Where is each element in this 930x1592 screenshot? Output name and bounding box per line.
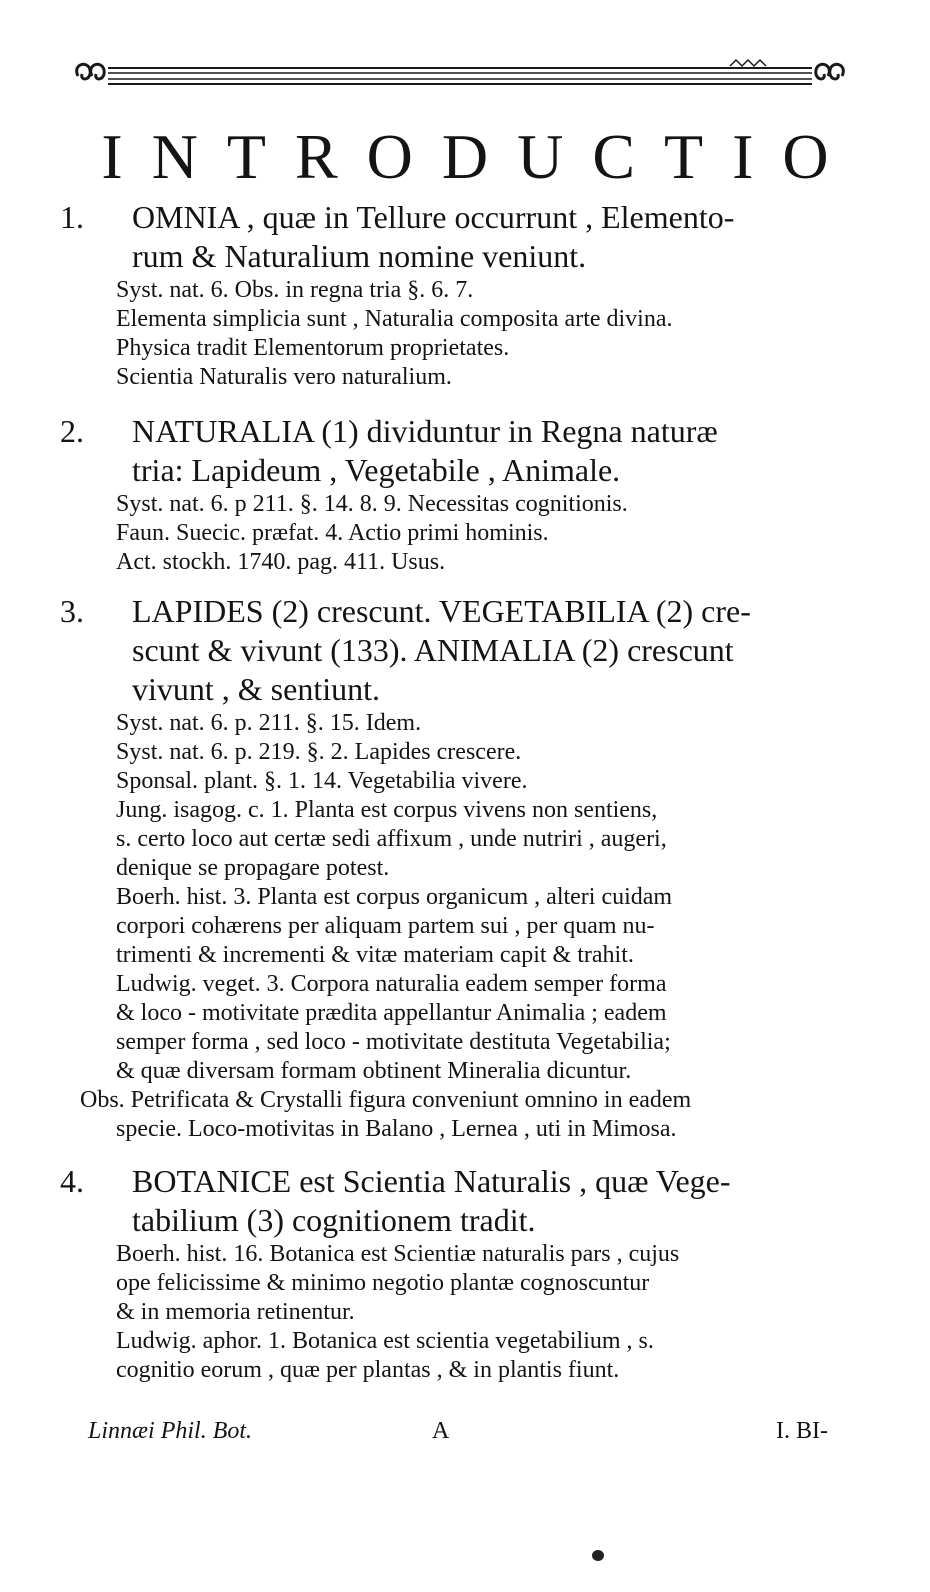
paragraph-main-line: vivunt , & sentiunt. xyxy=(132,671,380,707)
signature-mark: A xyxy=(432,1418,450,1444)
paragraph-4 xyxy=(60,1162,860,1385)
note-line: Boerh. hist. 16. Botanica est Scientiæ naturalis pars , cujus xyxy=(116,1241,680,1267)
paragraph-3 xyxy=(60,592,860,1144)
catchword: I. BI- xyxy=(776,1418,828,1444)
note-line: Syst. nat. 6. p. 219. §. 2. Lapides crescere. xyxy=(116,739,522,765)
catchline-title: Linnæi Phil. Bot. xyxy=(88,1418,253,1444)
paragraph-number: 2. xyxy=(60,413,84,449)
paragraph-main-line: tabilium (3) cognitionem tradit. xyxy=(132,1202,536,1238)
note-line: Scientia Naturalis vero naturalium. xyxy=(116,364,452,390)
main-text: LAPIDES (2) crescunt. VEGETABILIA (2) cre- xyxy=(132,593,751,629)
note-line: Syst. nat. 6. p 211. §. 14. 8. 9. Necessitas cognitionis. xyxy=(116,491,628,517)
note-line: Physica tradit Elementorum proprietates. xyxy=(116,335,510,361)
note-line: trimenti & incrementi & vitæ materiam capit & trahit. xyxy=(116,942,634,968)
note-line: Sponsal. plant. §. 1. 14. Vegetabilia vivere. xyxy=(116,768,528,794)
ink-spot xyxy=(592,1550,604,1561)
page-title: INTRODUCTIO xyxy=(101,121,858,192)
note-line: Act. stockh. 1740. pag. 411. Usus. xyxy=(116,549,446,575)
main-text: BOTANICE est Scientia Naturalis , quæ Vege- xyxy=(132,1163,731,1199)
note-line: ope felicissime & minimo negotio plantæ cognoscuntur xyxy=(116,1270,650,1296)
note-line: Syst. nat. 6. Obs. in regna tria §. 6. 7. xyxy=(116,277,474,303)
headpiece-ornament-icon xyxy=(70,56,850,96)
paragraph-main-line xyxy=(60,592,860,631)
paragraph-number: 4. xyxy=(60,1163,84,1199)
note-line: Faun. Suecic. præfat. 4. Actio primi hominis. xyxy=(116,520,549,546)
note-line: s. certo loco aut certæ sedi affixum , unde nutriri , augeri, xyxy=(116,826,667,852)
note-line: Ludwig. veget. 3. Corpora naturalia eadem semper forma xyxy=(116,971,667,997)
note-line: corpori cohærens per aliquam partem sui , per quam nu- xyxy=(116,913,655,939)
page-footer xyxy=(88,1418,828,1454)
paragraph-main-line: rum & Naturalium nomine veniunt. xyxy=(132,238,587,274)
paragraph-1 xyxy=(60,198,860,392)
note-line: Elementa simplicia sunt , Naturalia composita arte divina. xyxy=(116,306,673,332)
paragraph-2 xyxy=(60,412,860,577)
paragraph-main-line: scunt & vivunt (133). ANIMALIA (2) crescunt xyxy=(132,632,734,668)
paragraph-number: 1. xyxy=(60,199,84,235)
note-line: & in memoria retinentur. xyxy=(116,1299,355,1325)
note-line: Boerh. hist. 3. Planta est corpus organicum , alteri cuidam xyxy=(116,884,673,910)
observation-line: Obs. Petrificata & Crystalli figura conveniunt omnino in eadem xyxy=(80,1087,692,1113)
paragraph-number: 3. xyxy=(60,593,84,629)
paragraph-main-line xyxy=(60,412,860,451)
note-line: & quæ diversam formam obtinent Mineralia dicuntur. xyxy=(116,1058,632,1084)
paragraph-main-line xyxy=(60,1162,860,1201)
note-line: cognitio eorum , quæ per plantas , & in plantis fiunt. xyxy=(116,1357,620,1383)
note-line: & loco - motivitate prædita appellantur Animalia ; eadem xyxy=(116,1000,667,1026)
paragraph-main-line xyxy=(60,198,860,237)
main-text: NATURALIA (1) dividuntur in Regna naturæ xyxy=(132,413,718,449)
paragraph-main-line: tria: Lapideum , Vegetabile , Animale. xyxy=(132,452,621,488)
note-line: Ludwig. aphor. 1. Botanica est scientia vegetabilium , s. xyxy=(116,1328,654,1354)
note-line: Syst. nat. 6. p. 211. §. 15. Idem. xyxy=(116,710,422,736)
observation-line: specie. Loco-motivitas in Balano , Lernea , uti in Mimosa. xyxy=(116,1116,677,1142)
main-text: OMNIA , quæ in Tellure occurrunt , Elemento- xyxy=(132,199,735,235)
note-line: Jung. isagog. c. 1. Planta est corpus vivens non sentiens, xyxy=(116,797,658,823)
note-line: denique se propagare potest. xyxy=(116,855,390,881)
note-line: semper forma , sed loco - motivitate destituta Vegetabilia; xyxy=(116,1029,671,1055)
